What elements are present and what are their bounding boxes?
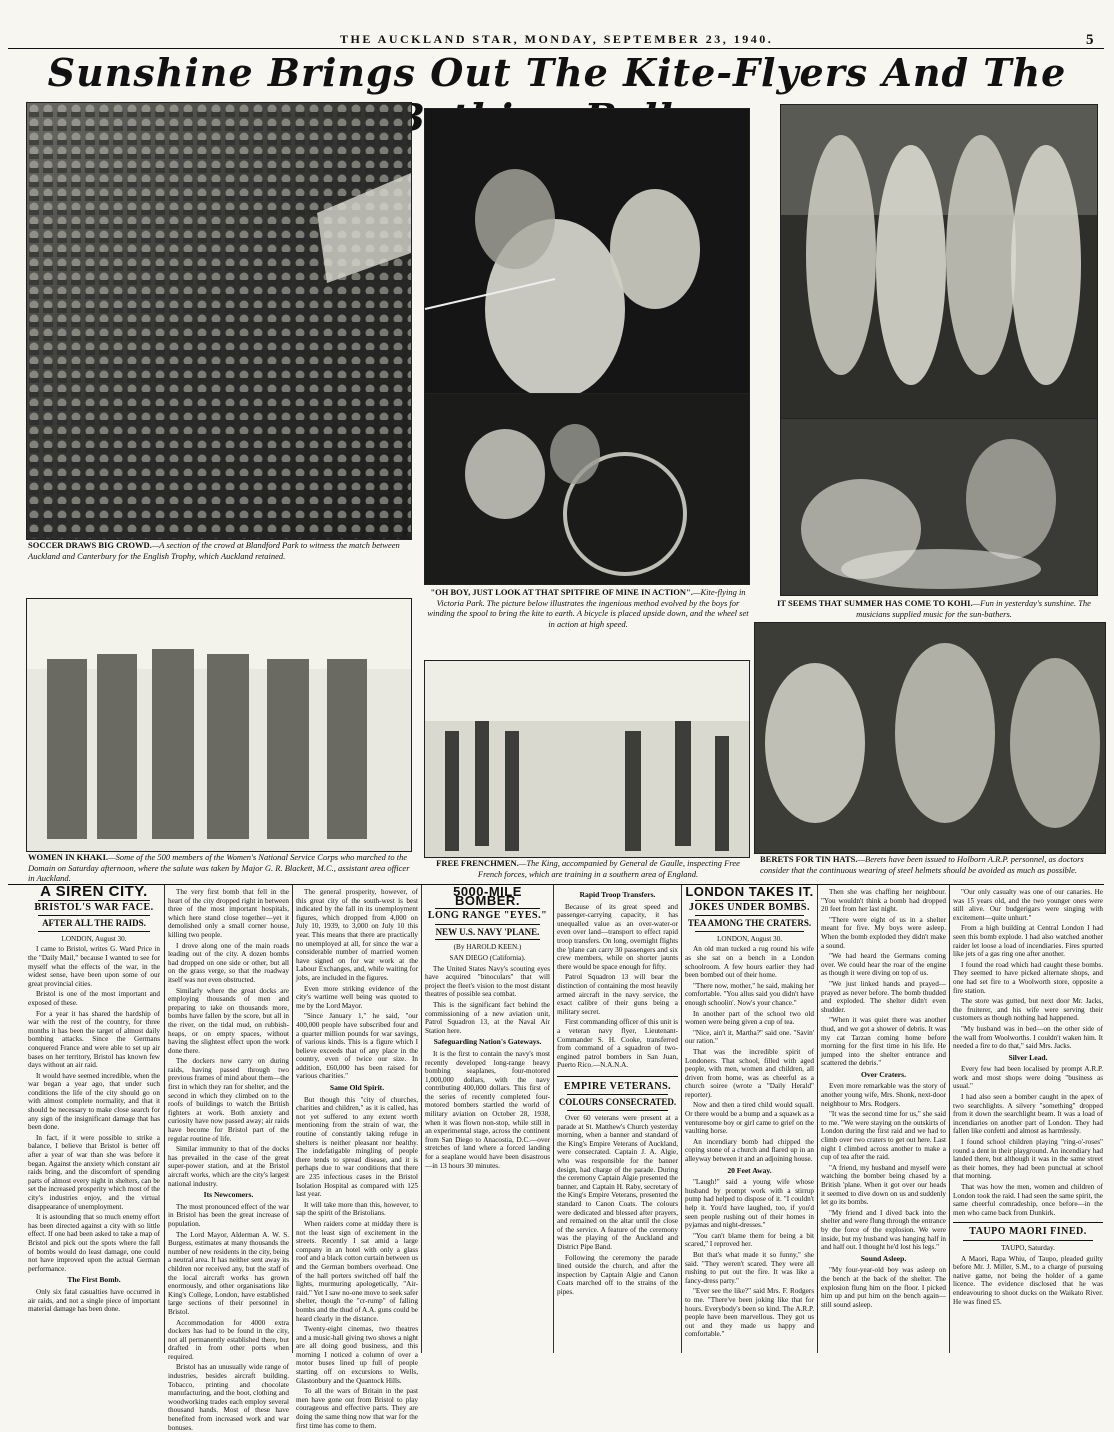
taupo-p1: A Maori, Rapa Whiu, of Taupo, pleaded guilty before Mr. J. Miller, S.M., to a charge of pursuing native game, not being the holder of a game licence. The evidence disclosed that he was endeavouring to shoot ducks on the Waikato River. He was fined £5. (953, 1254, 1103, 1306)
siren-p3: For a year it has shared the hardship of war with the rest of the country, for three months it has been the target of almost daily bombing attacks. Since the Germans conquered France and were able to set up air bases on her territory, Bristol has known few days without an air raid. (28, 1009, 160, 1070)
kite-caption (426, 587, 750, 629)
bomber-p1: The United States Navy's scouting eyes have acquired "binoculars" that will project the fleet's vision to the most distant theatres of possible sea combat. (425, 964, 550, 999)
london-p6: Now and then a tired child would squall. Or there would be a bump and a squawk as a venturesome boy or girl came to grief on the vaulting horse. (685, 1101, 814, 1136)
taupo-dateline: TAUPO, Saturday. (1001, 1243, 1055, 1252)
siren-p19: "Since January 1," he said, "our 400,000 people have subscribed four and a quarter million pounds for war savings, of various kinds. This is a figure which I believe exceeds that of any place in the country, even of twice our size. In addition, £60,000 has been raised for various charities." (296, 1012, 418, 1081)
london-p9: "You can't blame them for being a bit scared," I reproved her. (685, 1231, 814, 1249)
bomber-p6: First commanding officer of this unit is a veteran navy flyer, Lieutenant-Commander S. H. Cooke, transferred from command of a squadron of two-engined patrol bombers in San Juan, Puerto Rico.—N.A.N.A. (557, 1018, 678, 1070)
musicians-photo (780, 418, 1098, 596)
siren-p1: I came to Bristol, writes G. Ward Price in the "Daily Mail," because I wanted to see for myself what the effects of the war, in the widest sense, have been upon some of our great provincial cities. (28, 945, 160, 988)
london-p21: "My four-year-old boy was asleep on the bench at the back of the shelter. The explosion flung him on the floor. I picked him up and put him on the bench again—still sound asleep. (821, 1266, 946, 1309)
bathing-belles-photo (780, 104, 1098, 420)
bomber-byline: (By HAROLD KEEN.) (453, 943, 522, 952)
siren-p24: To all the wars of Britain in the past men have gone out from Bristol to play courageous and effective parts. They are doing the same thing now that war for the first time has come to them. (296, 1387, 418, 1430)
bomber-p5: Patrol Squadron 13 will bear the distinction of containing the most heavily armed aircraft in the navy service, the exact calibre of their guns being a military secret. (557, 973, 678, 1016)
siren-p20: But though this "city of churches, charities and children," as it is called, has not yet suffered to any extent worth mentioning from the strain of war, the routine of constantly taking refuge in shelters is neither pleasant nor healthy. The indefatigable mingling of people there tends to spread disease, and it is perhaps due to war conditions that there are 235 infectious cases in the Bristol Isolation Hospital as compared with 125 last year. (296, 1095, 418, 1199)
berets-caption-text: —Berets have been issued to Holborn A.R.P. personnel, as doctors consider that the continuous wearing of steel helmets should be avoided as much as possible. (760, 854, 1084, 875)
bomber-deck: NEW U.S. NAVY 'PLANE. (435, 926, 540, 937)
siren-p12: Similar immunity to that of the docks has prevailed in the case of the great super-power station, and at the Bristol aircraft works, which are the city's largest national industry. (168, 1145, 289, 1188)
free-frenchmen-photo (424, 660, 750, 858)
london-p13: "There were eight of us in a shelter meant for five. My boys were asleep. When the bomb exploded they didn't make a sound. (821, 915, 946, 950)
kite-flyers-photo (424, 108, 750, 395)
london-p10: But that's what made it so funny," she said. "They weren't scared. They were all rushing to put out the fire. It was like a fancy-dress party." (685, 1250, 814, 1285)
siren-p22: When raiders come at midday there is not the least sign of excitement in the streets. Recently I sat amid a large company in an hotel with only a glass roof and a black cotton curtain between us and the German bombers overhead. One of the hall porters switched off half the lights, murmuring apologetically, "Air-raid." Yet I saw no-one move to seek safer shelter, though the "cr-rump" of falling bombs and the thud of A.A. guns could be heard clearly in the distance. (296, 1219, 418, 1323)
siren-p23: Twenty-eight cinemas, two theatres and a music-hall giving two shows a night are all doing good business, and this morning I noticed a column of over a motor buses lined up full of people starting off on excursions to Wells, Glastonbury and the Quantock Hills. (296, 1325, 418, 1385)
london-p29: I found school children playing "ring-o'-roses" round a dent in their playground. An incendiary had landed there, but although it was in the same street as their homes, they had been punctual at school that morning. (953, 1138, 1103, 1181)
london-dateline: LONDON, August 30. (716, 934, 783, 943)
french-caption (426, 858, 750, 879)
bomber-title: 5000-MILE BOMBER. (453, 884, 522, 908)
bomber-sub-troops: Rapid Troop Transfers. (579, 890, 656, 899)
london-p16: "When it was quiet there was another thud, and we got a shower of debris. It was my cat Tarzan coming home before morning for the first time in his life. He jumped into the shelter entrance and scattered the debris." (821, 1016, 946, 1068)
bomber-dateline: SAN DIEGO (California). (449, 953, 526, 962)
london-p26: "My husband was in bed—on the other side of the wall from Woolworths. I couldn't waken him. It needed a fire to do that," said Mrs. Jacks. (953, 1024, 1103, 1051)
london-sub-craters: Over Craters. (861, 1069, 906, 1079)
soccer-crowd-photo (26, 102, 412, 540)
kite-caption-text: —Kite-flying in Victoria Park. The picture below illustrates the ingenious method evolved by the boys for winding the spool to bring the kite to earth. A bicycle is placed upside down, and the wheel set in action at high speed. (427, 587, 749, 629)
london-deck: TEA AMONG THE CRATERS. (687, 918, 812, 929)
top-rule (8, 48, 1104, 49)
page-headline: Sunshine Brings Out The Kite-Flyers And The (47, 50, 1067, 95)
siren-p7: Only six fatal casualties have occurred in air raids, and not a single piece of important material damage has been done. (28, 1287, 160, 1314)
london-p1: An old man tucked a rug round his wife as she sat on a bench in a London schoolroom. A few hours earlier they had been bombed out of their home. (685, 945, 814, 980)
bomber-column-1 (425, 884, 550, 1353)
london-p15: "We just linked hands and prayed—prayed as never before. The bomb thudded and exploded. The shelter didn't even shudder. (821, 979, 946, 1014)
article-rule (8, 884, 1104, 885)
london-p22: "Our only casualty was one of our canaries. He was 15 years old, and the two younger ones were still alive. Our budgerigars were singing with excitement—quite unhurt." (953, 888, 1103, 922)
london-column-3 (953, 888, 1103, 1353)
siren-p9: I drove along one of the main roads leading out of the city. A dozen bombs had dropped on one side or other, but all on the grass verge, so that the roadway itself was not even obstructed. (168, 941, 289, 984)
siren-p2: Bristol is one of the most important and exposed of these. (28, 990, 160, 1007)
veterans-p2: Following the ceremony the parade lined outside the church, and after the inspection by Captain Algie and Canon Coats marched off to the strains of the pipes. (557, 1253, 678, 1296)
column-rule (421, 885, 422, 1353)
column-rule (681, 885, 682, 1353)
column-rule (164, 885, 165, 1353)
london-p30: That was how the men, women and children of London took the raid. I had seen the same spirit, the same cheerful comradeship, once before—in the men who came back from Dunkirk. (953, 1183, 1103, 1217)
siren-deck: AFTER ALL THE RAIDS. (42, 918, 146, 929)
london-p17: Even more remarkable was the story of another young wife, Mrs. Shonk, next-door neighbour to Mrs. Rodgers. (821, 1082, 946, 1108)
london-title: LONDON TAKES IT. (685, 884, 814, 899)
soccer-caption (28, 540, 412, 561)
london-p5: That was the incredible spirit of Londoners. That school, filled with aged people, with men, women and children, all driven from home, was as cheerful as a church soiree (wrote a "Daily Herald" reporter). (685, 1047, 814, 1099)
london-p24: I found the road which had caught these bombs. They seemed to have picked alternate shops, and one had set fire to a Woolworth store, opposite a fire station. (953, 960, 1103, 995)
siren-p16: Bristol has an unusually wide range of industries, besides aircraft building. Tobacco, printing and chocolate manufacturing, and the boot, clothing and woodworking trades each employ several thousand hands. Most of these have benefited from increased work and war bonuses. (168, 1363, 289, 1432)
london-p25: The store was gutted, but next door Mr. Jacks, the fruiterer, and his wife were serving their customers as though nothing had happened. (953, 997, 1103, 1023)
khaki-caption (28, 852, 412, 884)
siren-column-1 (28, 883, 160, 1353)
bomber-p3: It is the first to contain the navy's most recently developed long-range heavy bombing seaplanes, four-motored 1,000,000 dollars, with the navy contributing 400,000 dollars. This first of the series of recently completed four-motored bombers startled the world of military aviation on October 28, 1938, when it was flown non-stop, while still in an experimental stage, across the continent from San Diego to Anacostia, D.C.—over stretches of land where a forced landing for a seaplane would have been disastrous—in 13 hours 30 minutes. (425, 1049, 550, 1170)
london-p14: "We had heard the Germans coming over. We could hear the roar of the engine as though it were diving on top of us. (821, 952, 946, 978)
london-p23: From a high building at Central London I had seen this bomb explode. I had also watched another raider let loose a load of incendiaries. Fires spurted like jets of a gas ring one after another. (953, 924, 1103, 959)
siren-p13: The most pronounced effect of the war in Bristol has been the great increase of population. (168, 1202, 289, 1228)
french-caption-text: —The King, accompanied by General de Gaulle, inspecting Free French forces, which are training in a southern area of England. (477, 858, 740, 879)
column-rule (817, 885, 818, 1353)
siren-p6: It is astounding that so much enemy effort has been directed against a city with so little effect. If one had been asked to take a map of Bristol and pick out the spots where the fall of bombs would do least damage, one could not have improved upon the actual German performance. (28, 1213, 160, 1273)
veterans-p1: Over 60 veterans were present at a parade at St. Matthew's Church yesterday morning, when a banner and standard of the King's Empire Veterans of Auckland, were consecrated. Captain J. A. Algie, who was responsible for the banner design, had charge of the parade. During the ceremony Captain Algie presented the banner, and Captain H. Raby, secretary of the King's Empire Veterans, presented the standard to Canon Coats. The colours were dedicated and blessed after prayers, and remained on the altar until the close of the service. A feature of the ceremony was the playing of the Auckland and District Pipe Band. (557, 1114, 678, 1251)
berets-caption (760, 854, 1104, 875)
summer-caption (762, 598, 1106, 619)
siren-p18: Even more striking evidence of the city's wartime well being was quoted to me by the Lord Mayor. (296, 984, 418, 1010)
london-p28: I had also seen a bomber caught in the apex of two searchlights. A silvery "something" dropped from it down the searchlight beam. It was a load of incendiaries on another part of London. They had fallen like confetti and almost as harmlessly. (953, 1093, 1103, 1136)
bomber-p2: This is the significant fact behind the commissioning of a new aviation unit, Patrol Squadron 13, at the Naval Air Station here. (425, 1000, 550, 1035)
siren-p4: It would have seemed incredible, when the war began a year ago, that under such conditions the life of the city should go on with almost complete normality, and that it should be necessary to make close search for any sign of the insignificant damage that has been done. (28, 1071, 160, 1132)
siren-p11: The dockers now carry on during raids, having passed through two previous frames of mind about them—the first in which they ran for shelter, and the second in which they climbed on to the roofs of buildings to watch the British fighters at work. Both anxiety and curiosity have now passed away; air raids have become for Bristol part of the regular routine of life. (168, 1057, 289, 1143)
bomber-p4: Because of its great speed and passenger-carrying capacity, it has unequalled value as an over-water-or even over land—transport to effect rapid troop transfers. On long, overnight flights the 'plane can carry 30 passengers and six crew members, while on shorter jaunts there would be space enough for fifty. (557, 902, 678, 971)
soccer-caption-lead: SOCCER DRAWS BIG CROWD. (28, 540, 152, 550)
london-sub-silver-lead: Silver Lead. (1008, 1052, 1048, 1062)
siren-sub-newcomers: Its Newcomers. (203, 1190, 254, 1200)
london-sub-20-feet: 20 Feet Away. (727, 1165, 772, 1175)
london-sub-asleep: Sound Asleep. (860, 1253, 907, 1263)
siren-p8: The very first bomb that fell in the heart of the city dropped right in between three of the most important hospitals, which here stand close together—yet it demolished only a small corner house, killing two people. (168, 888, 289, 939)
london-p27: Every few had been localised by prompt A.R.P. work and most shops were doing "business as usual." (953, 1065, 1103, 1091)
london-p11: "Ever see the like?" said Mrs. F. Rodgers to me. "There've been joking like that for hours. Everybody's been so kind. The A.R.P. people have been marvellous. They got us out and they made us happy and comfortable." (685, 1287, 814, 1339)
kite-caption-lead: "OH BOY, JUST LOOK AT THAT SPITFIRE OF MINE IN ACTION". (430, 587, 693, 597)
taupo-title: TAUPO MAORI FINED. (969, 1226, 1087, 1238)
khaki-caption-text: —Some of the 500 members of the Women's National Service Corps who marched to the Domain on Saturday afternoon, where the salute was taken by Major G. R. Blackett, M.C., assistant area officer in Auckland. (28, 852, 410, 883)
siren-column-3 (296, 888, 418, 1430)
london-column-2 (821, 888, 946, 1353)
siren-p17: The general prosperity, however, of this great city of the south-west is best indicated by the fall in its unemployment figures, which dropped from 4,000 on July 10, 1939, to 3,000 on July 10 this year. This means that there are practically no unemployed at all, for since the war a considerable number of married women have signed on for war work at the Labour Exchanges, and, while waiting for jobs, are included in the figures. (296, 888, 418, 982)
london-p19: "A friend, my husband and myself were watching the bomber being chased by a British 'plane. When it got over our heads it seemed to dive down on us and suddenly let go its bombs. (821, 1163, 946, 1207)
siren-p5: In fact, if it were possible to strike a balance, I believe that Bristol is better off after a year of war than she was before it began. Against the anxiety which constant air raids bring, and the discomfort of spending parts of almost every night in shelters, can be set the increased prosperity which most of the city's industries enjoy, and the virtual disappearance of unemployment. (28, 1133, 160, 1211)
siren-sub-spirit: Same Old Spirit. (329, 1083, 385, 1093)
women-in-khaki-photo (26, 598, 412, 852)
column-rule (553, 885, 554, 1353)
veterans-title: EMPIRE VETERANS. (563, 1080, 672, 1092)
berets-photo (754, 622, 1106, 854)
london-column-1 (685, 884, 814, 1353)
london-p7: An incendiary bomb had chipped the coping stone of a church and flared up in an alleyway between it and an adjoining house. (685, 1137, 814, 1164)
veterans-deck: COLOURS CONSECRATED. (558, 1097, 677, 1108)
london-subtitle: JOKES UNDER BOMBS. (689, 901, 810, 913)
siren-sub-first-bomb: The First Bomb. (67, 1275, 121, 1285)
siren-p21: It will take more than this, however, to sap the spirit of the Bristolians. (296, 1200, 418, 1218)
summer-caption-text: —Fun in yesterday's sunshine. The musicians supplied music for the sun-bathers. (856, 598, 1091, 619)
london-p8: "Laugh!" said a young wife whose husband by prompt work with a stirrup pump had helped to dispose of it. "I couldn't help it. You'd have laughed, too, if you'd seen people rushing out of their homes in pyjamas and night-dresses." (685, 1178, 814, 1230)
bomber-column-2 (557, 888, 678, 1353)
siren-title: A SIREN CITY. (40, 883, 148, 900)
siren-subtitle: BRISTOL'S WAR FACE. (34, 901, 154, 913)
column-rule (949, 885, 950, 1353)
folio-title: THE AUCKLAND STAR, MONDAY, SEPTEMBER 23, 1940. (340, 32, 774, 46)
london-p3: In another part of the school two old women were being given a cup of tea. (685, 1009, 814, 1027)
london-p2: "There now, mother," he said, making her comfortable. "You allus said you didn't have enough schoolin'. Now's your chance." (685, 981, 814, 1007)
siren-p15: Accommodation for 4000 extra dockers has had to be found in the city, not all permanently established there, but drafted in from other ports when required. (168, 1318, 289, 1361)
siren-p14: The Lord Mayor, Alderman A. W. S. Burgess, estimates at many thousands the number of new residents in the city, being a neutral area. It has neither sent away its children nor received any, but the staff of the local aircraft works has grown enormously, and other organisations like King's College, London, have established large sections of their personnel in Bristol. (168, 1230, 289, 1316)
page-number: 5 (1086, 32, 1094, 48)
bicycle-spool-photo (424, 393, 750, 585)
london-p12: Then she was chaffing her neighbour. "You wouldn't think a bomb had dropped 20 feet from her last night. (821, 888, 946, 914)
bomber-sub-gateways: Safeguarding Nation's Gateways. (433, 1037, 542, 1047)
siren-column-2 (168, 888, 289, 1432)
khaki-caption-lead: WOMEN IN KHAKI. (28, 852, 109, 862)
summer-caption-lead: IT SEEMS THAT SUMMER HAS COME TO KOHI. (777, 598, 973, 608)
london-p18: "It was the second time for us," she said to me. "We were staying on the outskirts of London during the first raid and we had to climb over two craters to get out here. Last night I climbed across another to make a cup of tea after the raid. (821, 1110, 946, 1162)
london-p4: "Nice, ain't it, Martha?" said one. "Savin' our ration." (685, 1028, 814, 1046)
column-rule (292, 885, 293, 1353)
bomber-subtitle: LONG RANGE "EYES." (427, 910, 548, 922)
berets-caption-lead: BERETS FOR TIN HATS. (760, 854, 858, 864)
london-p20: "My friend and I dived back into the shelter and were flung through the entrance by the force of the explosion. We were inside, but my husband was hanging half in and half out. I thought he'd lost his legs." (821, 1208, 946, 1252)
french-caption-lead: FREE FRENCHMEN. (436, 858, 519, 868)
siren-p10: Similarly where the great docks are employing thousands of men and preparing to take on thousands more, bombs have fallen by the score, but all in the river, on the tidal mud, on rubbish-heaps, or on empty spaces, without having the slightest effect upon the work done there. (168, 986, 289, 1055)
siren-dateline: LONDON, August 30. (61, 934, 127, 943)
soccer-caption-text: —A section of the crowd at Blandford Park to witness the match between Auckland and Canterbury for the English Trophy, which Auckland retained. (28, 540, 400, 561)
